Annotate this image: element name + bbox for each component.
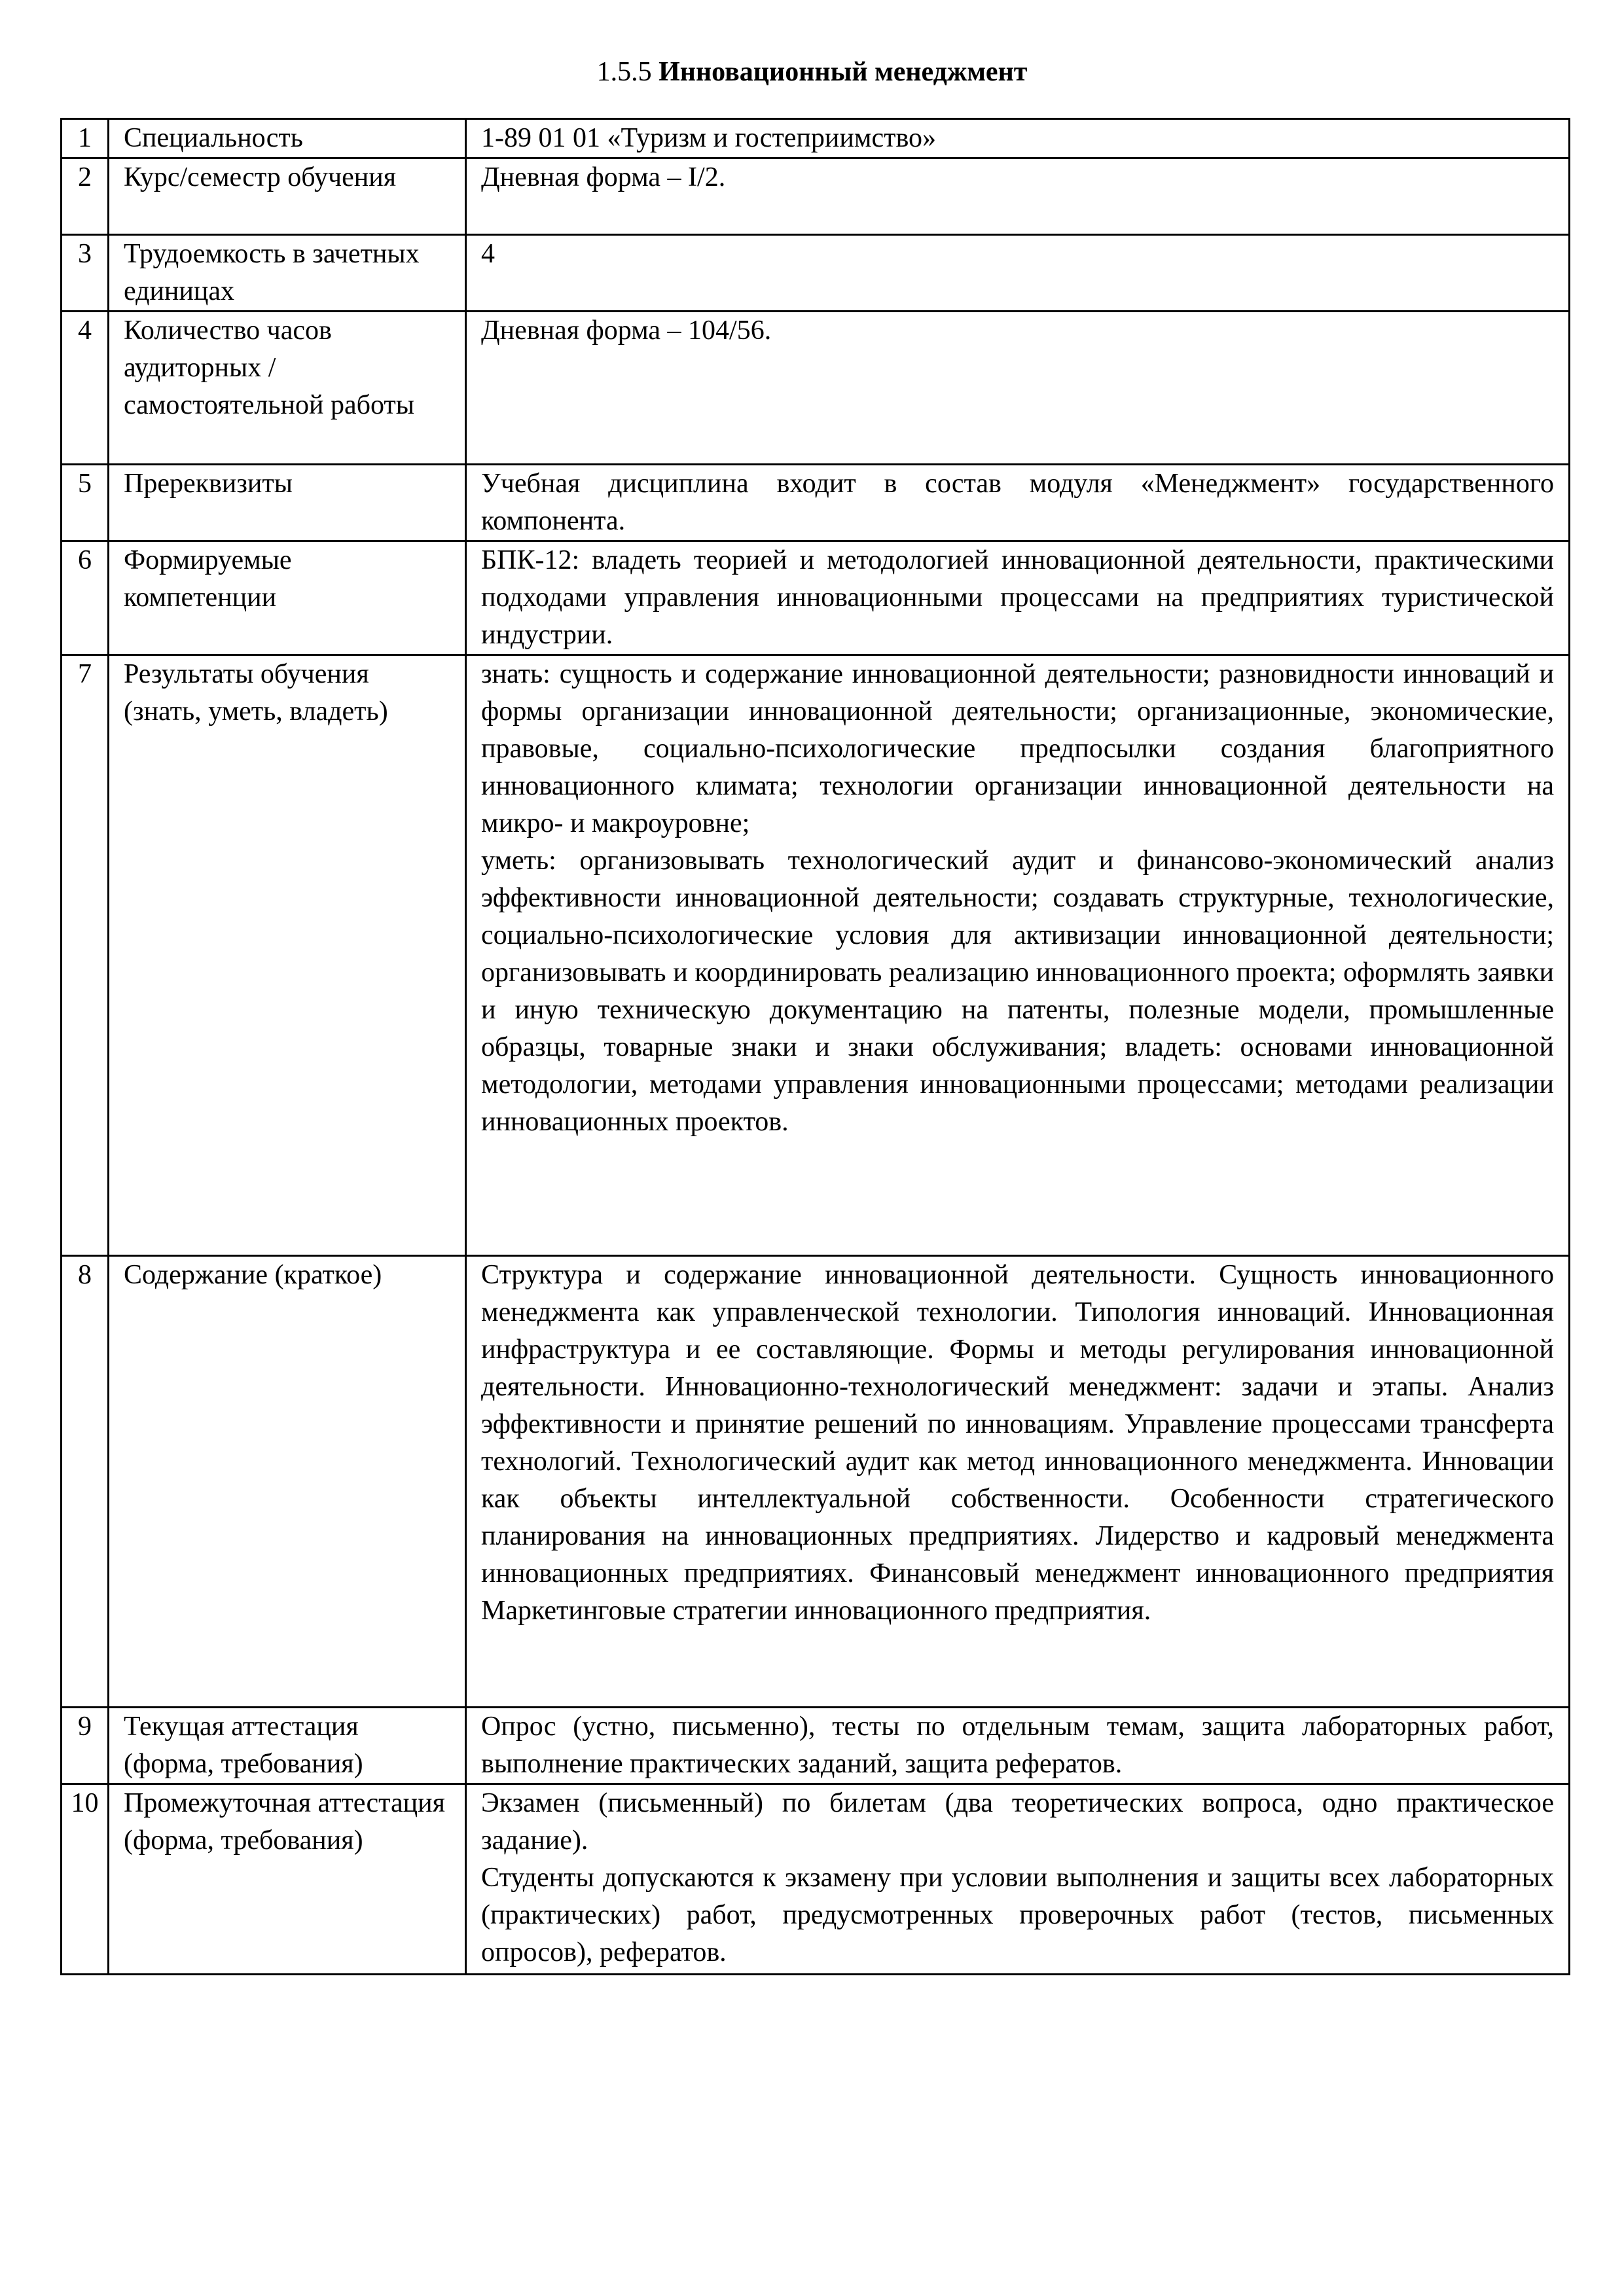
row-name: Результаты обучения (знать, уметь, владеть) [109,655,466,1256]
row-number: 1 [62,119,109,158]
table-row [62,1784,1570,1975]
row-value-paragraph: Дневная форма – I/2. [481,162,726,192]
row-value-paragraph: Учебная дисциплина входит в состав модуля «Менеджмент» государственного компонента. [481,469,1554,536]
row-value-paragraph: Экзамен (письменный) по билетам (два теоретических вопроса, одно практическое задание). [481,1788,1554,1856]
row-value-paragraph: Дневная форма – 104/56. [481,315,772,346]
row-value-paragraph: знать: сущность и содержание инновационной деятельности; разновидности инноваций и формы организации инновационной деятельности; организационные, экономические, правовые, социально-психологические предпосылки создания благоприятного инновационного климата; технологии организации инновационной деятельности на микро- и макроуровне; [481,659,1554,838]
syllabus-table [60,118,1570,1975]
row-number: 5 [62,465,109,541]
row-name: Текущая аттестация (форма, требования) [109,1708,466,1784]
row-name: Трудоемкость в зачетных единицах [109,235,466,312]
row-value [466,1784,1570,1975]
row-value-paragraph: БПК-12: владеть теорией и методологией инновационной деятельности, практическими подходами управления инновационными процессами на предприятиях туристической индустрии. [481,545,1554,650]
row-name: Специальность [109,119,466,158]
row-name: Количество часов аудиторных / самостоятельной работы [109,312,466,465]
row-value-paragraph: 4 [481,239,495,269]
row-value-paragraph: уметь: организовывать технологический аудит и финансово-экономический анализ эффективности инновационной деятельности; создавать структурные, технологические, социально-психологические условия для активизации инновационной деятельности; организовывать и координировать реализацию инновационного проекта; оформлять заявки и иную техническую документацию на патенты, полезные модели, промышленные образцы, товарные знаки и знаки обслуживания; владеть: основами инновационной методологии, методами управления инновационными процессами; методами реализации инновационных проектов. [481,846,1554,1137]
row-name: Содержание (краткое) [109,1256,466,1708]
row-number: 10 [62,1784,109,1975]
row-number: 6 [62,541,109,655]
table-row [62,541,1570,655]
table-row [62,119,1570,158]
row-number: 2 [62,158,109,235]
row-value [466,119,1570,158]
row-number: 7 [62,655,109,1256]
row-value-paragraph: Опрос (устно, письменно), тесты по отдельным темам, защита лабораторных работ, выполнение практических заданий, защита рефератов. [481,1712,1554,1779]
row-value [466,1708,1570,1784]
row-value [466,312,1570,465]
row-name: Промежуточная аттестация (форма, требования) [109,1784,466,1975]
row-number: 9 [62,1708,109,1784]
title-number: 1.5.5 [596,57,652,87]
row-value [466,1256,1570,1708]
row-value [466,158,1570,235]
row-value-paragraph: Структура и содержание инновационной деятельности. Сущность инновационного менеджмента как управленческой технологии. Типология инноваций. Инновационная инфраструктура и ее составляющие. Формы и методы регулирования инновационной деятельности. Инновационно-технологический менеджмент: задачи и этапы. Анализ эффективности и принятие решений по инновациям. Управление процессами трансферта технологий. Технологический аудит как метод инновационного менеджмента. Инновации как объекты интеллектуальной собственности. Особенности стратегического планирования на инновационных предприятиях. Лидерство и кадровый менеджмента инновационных предприятиях. Финансовый менеджмент инновационного предприятия Маркетинговые стратегии инновационного предприятия. [481,1260,1554,1626]
table-row [62,312,1570,465]
row-name: Пререквизиты [109,465,466,541]
table-row [62,465,1570,541]
table-row [62,655,1570,1256]
row-name: Курс/семестр обучения [109,158,466,235]
row-number: 3 [62,235,109,312]
row-value [466,541,1570,655]
table-row [62,1708,1570,1784]
row-number: 8 [62,1256,109,1708]
row-value [466,465,1570,541]
row-name: Формируемые компетенции [109,541,466,655]
row-value [466,235,1570,312]
row-value-paragraph: 1-89 01 01 «Туризм и гостеприимство» [481,123,936,153]
table-row [62,1256,1570,1708]
table-row [62,158,1570,235]
row-number: 4 [62,312,109,465]
page-title [0,54,1624,90]
table-row [62,235,1570,312]
title-text: Инновационный менеджмент [659,57,1028,87]
row-value-paragraph: Студенты допускаются к экзамену при условии выполнения и защиты всех лабораторных (практических) работ, предусмотренных проверочных работ (тестов, письменных опросов), рефератов. [481,1863,1554,1967]
row-value [466,655,1570,1256]
